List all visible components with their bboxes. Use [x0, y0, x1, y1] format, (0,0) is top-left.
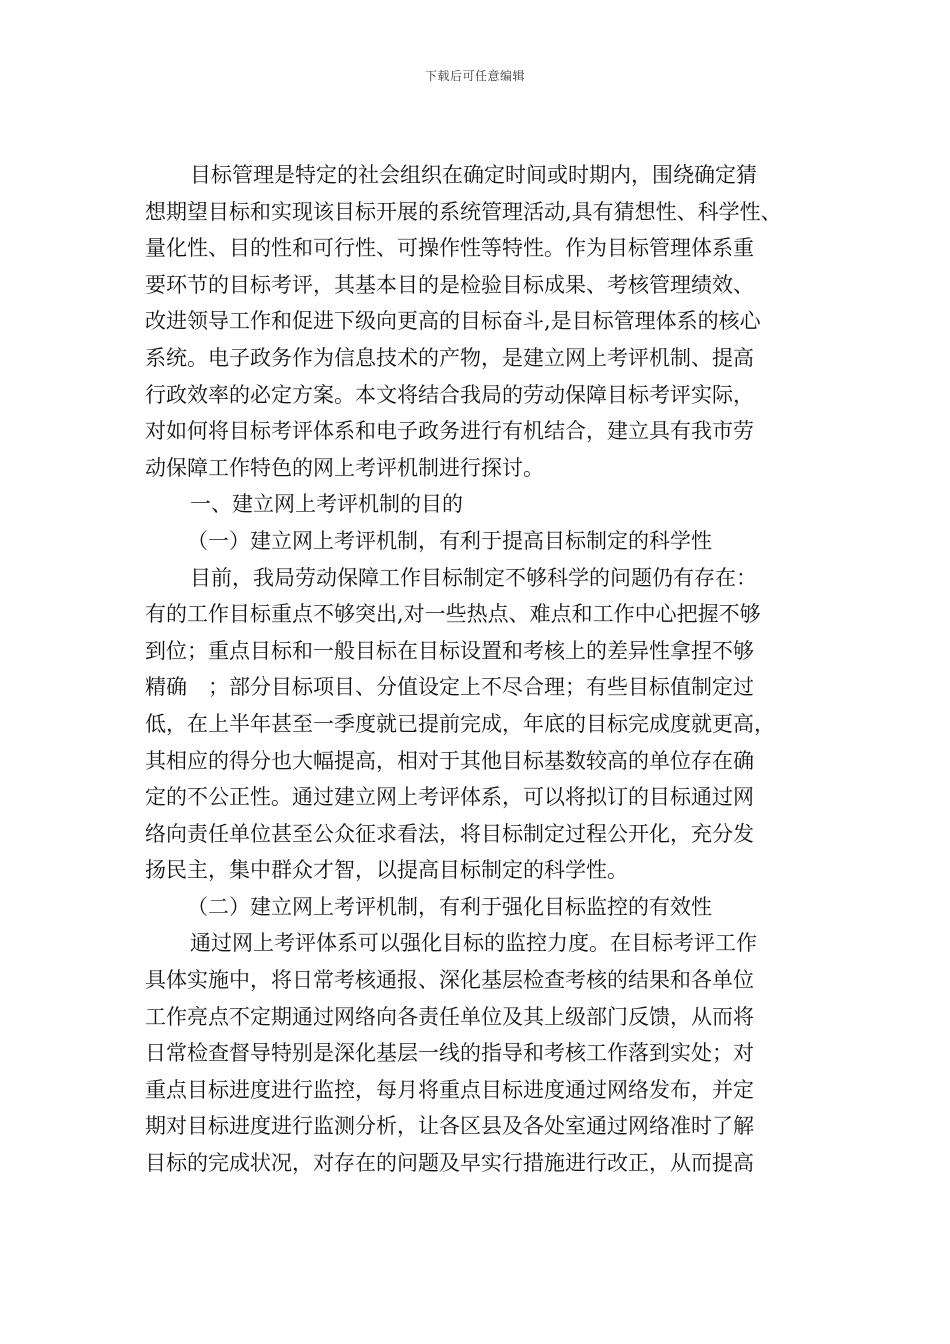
- paragraph-line: 改进领导工作和促进下级向更高的目标奋斗,是目标管理体系的核心: [145, 309, 761, 334]
- paragraph-line: 目前，我局劳动保障工作目标制定不够科学的问题仍有存在：: [190, 565, 757, 590]
- paragraph-line: 对如何将目标考评体系和电子政务进行有机结合，建立具有我市劳: [145, 419, 754, 444]
- paragraph-line: 期对目标进度进行监测分析，让各区县及各处室通过网络准时了解: [145, 1114, 754, 1139]
- paragraph-line: 低，在上半年甚至一季度就已提前完成，年底的目标完成度就更高，: [145, 711, 775, 736]
- paragraph-line: 动保障工作特色的网上考评机制进行探讨。: [145, 455, 544, 480]
- paragraph-line: 日常检查督导特别是深化基层一线的指导和考核工作落到实处；对: [145, 1041, 754, 1066]
- paragraph-line: 工作亮点不定期通过网络向各责任单位及其上级部门反馈，从而将: [145, 1004, 754, 1029]
- paragraph-line: 重点目标进度进行监控，每月将重点目标进度通过网络发布，并定: [145, 1077, 754, 1102]
- page-header: 下载后可任意编辑: [424, 69, 525, 83]
- paragraph-line: 要环节的目标考评，其基本目的是检验目标成果、考核管理绩效、: [145, 272, 754, 297]
- paragraph-line: 精确 ；部分目标项目、分值设定上不尽合理；有些目标值制定过: [145, 675, 754, 700]
- paragraph-line: 目标的完成状况，对存在的问题及早实行措施进行改正，从而提高: [145, 1151, 754, 1176]
- paragraph-line: 络向责任单位甚至公众征求看法，将目标制定过程公开化，充分发: [145, 821, 754, 846]
- paragraph-line: 定的不公正性。通过建立网上考评体系，可以将拟订的目标通过网: [145, 785, 754, 810]
- paragraph-line: 其相应的得分也大幅提高，相对于其他目标基数较高的单位存在确: [145, 748, 754, 773]
- paragraph-line: 有的工作目标重点不够突出,对一些热点、难点和工作中心把握不够: [145, 602, 761, 627]
- paragraph-line: 到位；重点目标和一般目标在目标设置和考核上的差异性拿捏不够: [145, 638, 754, 663]
- paragraph-line: 具体实施中，将日常考核通报、深化基层检查考核的结果和各单位: [145, 968, 754, 993]
- subsection-heading: （一）建立网上考评机制，有利于提高目标制定的科学性: [187, 528, 712, 553]
- document-body: [145, 157, 805, 1182]
- paragraph-line: 系统。电子政务作为信息技术的产物，是建立网上考评机制、提高: [145, 345, 754, 370]
- subsection-heading: （二）建立网上考评机制，有利于强化目标监控的有效性: [187, 894, 712, 919]
- paragraph-line: 通过网上考评体系可以强化目标的监控力度。在目标考评工作: [190, 931, 757, 956]
- paragraph-line: 行政效率的必定方案。本文将结合我局的劳动保障目标考评实际，: [145, 382, 754, 407]
- paragraph-line: 扬民主，集中群众才智，以提高目标制定的科学性。: [145, 858, 628, 883]
- paragraph-line: 量化性、目的性和可行性、可操作性等特性。作为目标管理体系重: [145, 236, 754, 261]
- section-heading: 一、建立网上考评机制的目的: [190, 492, 463, 517]
- paragraph-line: 目标管理是特定的社会组织在确定时间或时期内，围绕确定猜: [190, 163, 757, 187]
- paragraph-line: 想期望目标和实现该目标开展的系统管理活动,具有猜想性、科学性、: [145, 199, 782, 224]
